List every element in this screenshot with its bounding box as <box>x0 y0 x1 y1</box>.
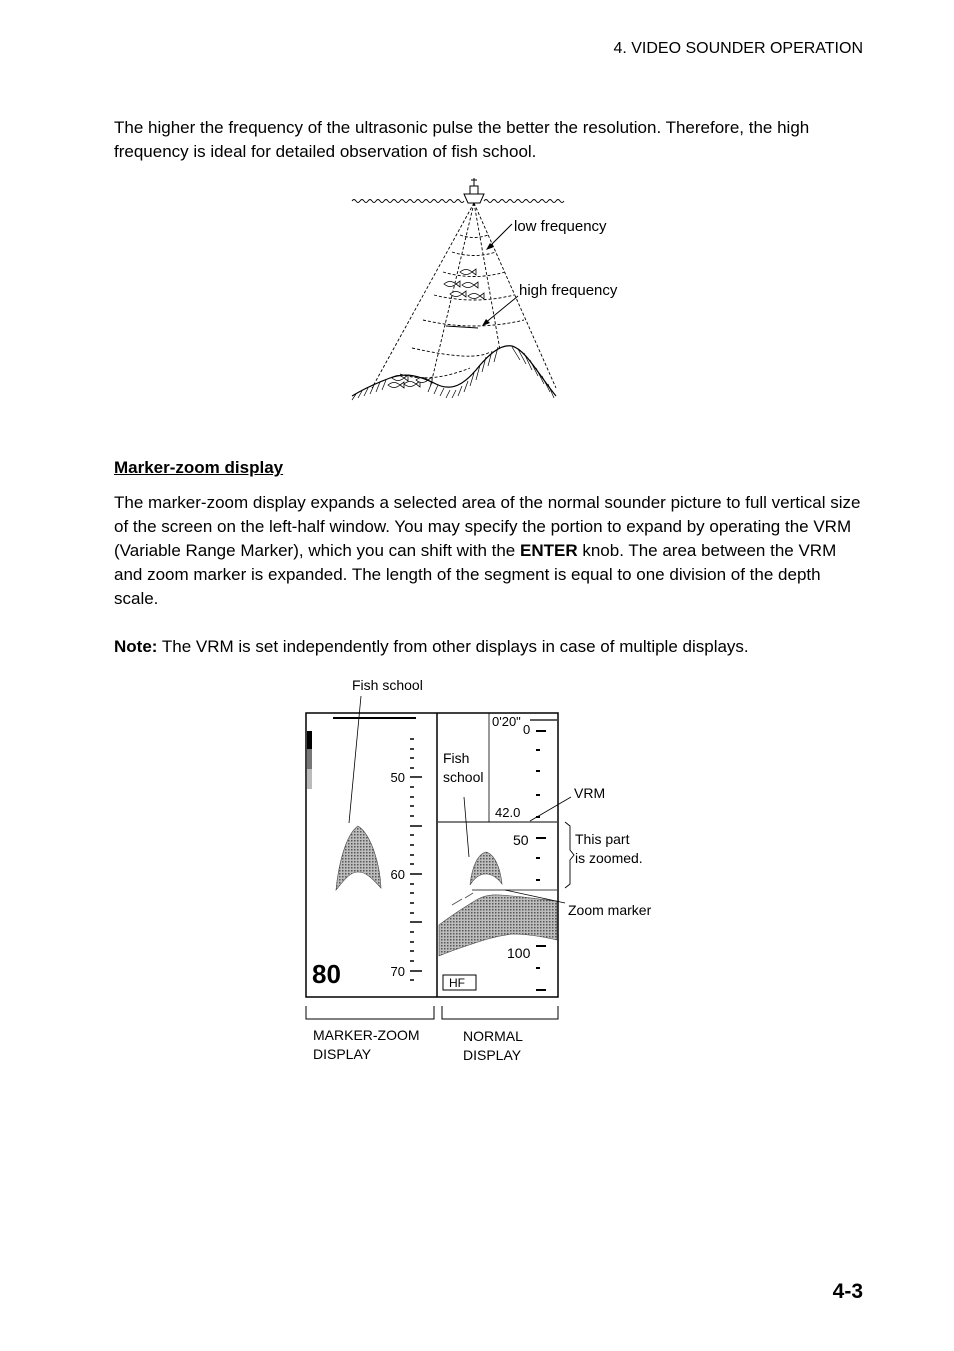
fish-icons <box>388 269 484 388</box>
low-frequency-label: low frequency <box>514 218 607 235</box>
vrm-value: 42.0 <box>495 805 521 820</box>
zoomed-note-line2: is zoomed. <box>575 850 643 866</box>
page-header: 4. VIDEO SOUNDER OPERATION <box>613 40 863 57</box>
section-paragraph <box>114 491 864 611</box>
zoomed-note-line1: This part <box>575 831 630 847</box>
caption-marker-zoom-1: MARKER-ZOOM <box>313 1027 420 1043</box>
note-paragraph <box>114 635 864 659</box>
enter-knob-term: ENTER <box>519 541 578 560</box>
right-scale-50: 50 <box>513 832 529 848</box>
page-number: 4-3 <box>832 1280 863 1303</box>
section-heading: Marker-zoom display <box>114 458 284 477</box>
depth-zero: 0 <box>523 722 531 737</box>
fish-label-line1: Fish <box>443 750 470 766</box>
caption-normal-2: DISPLAY <box>463 1047 522 1063</box>
left-scale-70: 70 <box>390 964 405 979</box>
caption-marker-zoom-2: DISPLAY <box>313 1046 372 1062</box>
ship-icon <box>464 178 484 203</box>
beam-frequency-diagram <box>340 172 640 404</box>
marker-zoom-bracket <box>306 1006 434 1019</box>
note-label: Note: <box>114 637 158 656</box>
left-scale-50: 50 <box>390 770 405 785</box>
high-frequency-label: high frequency <box>519 282 618 299</box>
zoom-marker-label: Zoom marker <box>568 902 652 918</box>
normal-display-bracket <box>442 1006 558 1019</box>
section-body-after: knob. The area between the VRM and zoom marker is expanded. The length of the segment is equal to one division of the depth scale. <box>114 541 837 608</box>
zoom-bracket <box>565 822 574 888</box>
hf-badge-text: HF <box>449 976 465 990</box>
fish-label-line2: school <box>443 769 484 785</box>
fish-school-callout: Fish school <box>352 677 423 693</box>
depth-readout: 80 <box>312 959 341 989</box>
note-text: The VRM is set independently from other displays in case of multiple displays. <box>157 637 749 656</box>
section-body-before: The marker-zoom display expands a selected area of the normal sounder picture to full vertical size of the screen on the left-half window. You may specify the portion to expand by operating the VRM (Variable Range Marker), which you can shift with the <box>114 493 861 560</box>
time-mark: 0'20" <box>492 714 521 729</box>
vrm-label: VRM <box>574 785 606 801</box>
right-scale-100: 100 <box>507 945 531 961</box>
left-scale-60: 60 <box>390 867 405 882</box>
intro-paragraph: The higher the frequency of the ultrasonic pulse the better the resolution. Therefore, the high frequency is ideal for detailed observation of fish school. <box>114 118 810 161</box>
color-bar <box>307 731 312 789</box>
caption-normal-1: NORMAL <box>463 1028 523 1044</box>
water-surface <box>352 200 564 203</box>
marker-zoom-figure <box>300 672 670 1067</box>
